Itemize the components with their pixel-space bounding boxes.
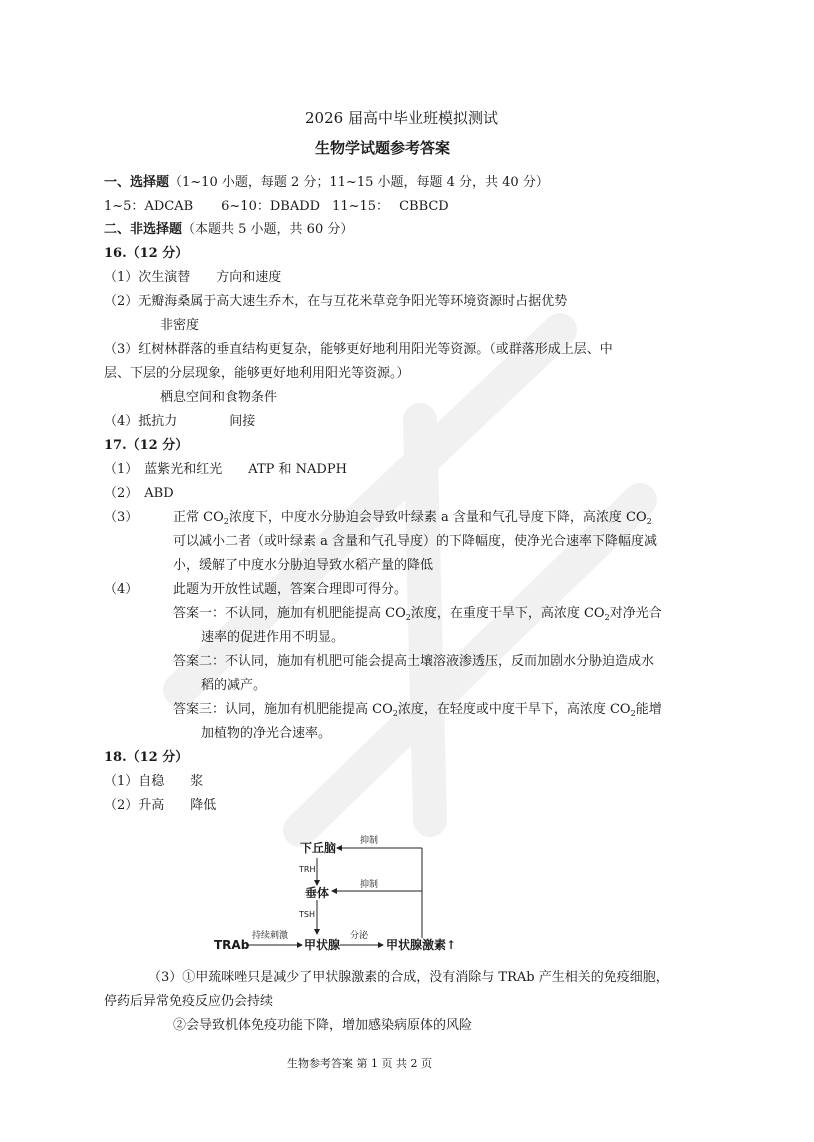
choice-value: ADCAB [144,199,194,214]
q16-line: （1）次生演替 方向和速度 [104,270,282,285]
choice-range: 6~10： [221,199,270,214]
section1-note: （1~10 小题，每题 2 分；11~15 小题，每题 4 分，共 40 分） [169,175,549,190]
label-secrete: 分泌 [350,931,369,941]
q17-heading: 17.（12 分） [104,438,189,453]
q17-answer2: （2） ABD [104,486,174,501]
q17-answer4-text: 此题为开放性试题，答案合理即可得分。 [173,582,408,597]
section2-heading: 二、非选择题 [104,222,183,237]
q16-line: （2）无瓣海桑属于高大速生乔木，在与互花米草竞争阳光等环境资源时占据优势 [104,294,568,309]
q16-line: （4）抵抗力 间接 [104,414,256,429]
page-title: 2026 届高中毕业班模拟测试 [305,109,498,127]
q17-answer4-num: （4） [104,582,139,597]
q16-line: 层、下层的分层现象，能够更好地利用阳光等资源。） [104,366,410,381]
label-inhibit-top: 抑制 [360,836,379,846]
label-stimulate: 持续刺激 [252,931,289,941]
q18-heading: 18.（12 分） [104,750,189,765]
choice-value: DBADD [269,199,321,214]
label-trh: TRH [299,865,316,874]
q16-line: 非密度 [160,318,200,333]
label-inhibit-middle: 抑制 [360,880,379,890]
section2-heading-line [104,223,353,236]
q17-answer3-line: 正常 $CO_2$浓度下，中度水分胁迫会导致叶绿素 a 含量和气孔导度下降，高浓度 $CO_2$ [173,510,652,526]
choice-value: CBBCD [399,199,449,214]
q17-answer3-line: 可以减小二者（或叶绿素 a 含量和气孔导度）的下降幅度，使净光合速率下降幅度减 [173,534,658,549]
q17-option1-line: 答案一：不认同，施加有机肥能提高 $CO_2$浓度，在重度干旱下，高浓度 $CO_2$对净光合 [173,606,662,622]
q17-option3-line: 答案三：认同，施加有机肥能提高 $CO_2$浓度，在轻度或中度干旱下，高浓度 $CO_2$能增 [173,702,662,718]
section1-heading-line [104,176,549,189]
choice-range: 1~5： [104,199,145,214]
q18-answer3-line: ②会导致机体免疫功能下降，增加感染病原体的风险 [173,1018,473,1033]
section2-note: （本题共 5 小题，共 60 分） [182,222,354,237]
q17-answer3-num: （3） [104,510,139,525]
q17-option3-line: 加植物的净光合速率。 [201,726,332,741]
section1-heading: 一、选择题 [104,175,170,190]
node-thyroid: 甲状腺 [304,938,341,952]
hormone-regulation-diagram [200,828,470,960]
q17-answer1: （1） 蓝紫光和红光 ATP 和 NADPH [104,462,347,477]
q16-line: 栖息空间和食物条件 [160,390,278,405]
q18-answer2: （2）升高 降低 [104,798,217,813]
q17-option2-line: 稻的减产。 [201,678,267,693]
node-thyroid-hormone: 甲状腺激素↑ [386,938,457,952]
q16-heading: 16.（12 分） [104,246,189,261]
q18-answer1: （1）自稳 浆 [104,774,204,789]
node-hypothalamus: 下丘脑 [300,841,337,855]
q18-answer3-line: （3）①甲巯咪唑只是减少了甲状腺激素的合成，没有消除与 TRAb 产生相关的免疫细胞， [148,970,669,985]
choice-answers-line [104,200,449,213]
choice-range: 11~15： [332,199,390,214]
node-trab: TRAb [214,938,250,952]
label-tsh: TSH [299,910,315,919]
q16-line: （3）红树林群落的垂直结构更复杂，能够更好地利用阳光等资源。（或群落形成上层、中 [104,342,613,357]
q17-answer3-line: 小，缓解了中度水分胁迫导致水稻产量的降低 [173,558,434,573]
q17-option1-line: 速率的促进作用不明显。 [201,630,345,645]
node-pituitary: 垂体 [305,886,330,900]
q17-option2-line: 答案二：不认同，施加有机肥可能会提高土壤溶液渗透压，反而加剧水分胁迫造成水 [173,654,655,669]
page-subtitle: 生物学试题参考答案 [315,139,451,157]
page-footer: 生物参考答案 第 1 页 共 2 页 [287,1057,432,1070]
q18-answer3-line: 停药后异常免疫反应仍会持续 [104,994,274,1009]
